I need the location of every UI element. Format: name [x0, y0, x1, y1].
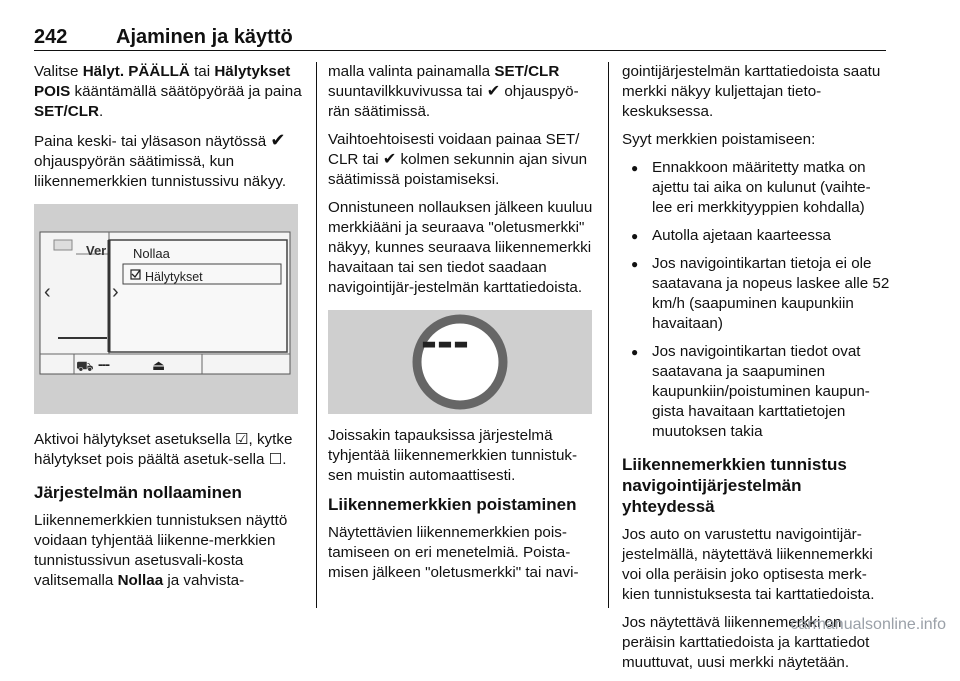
right-arrow-icon: ›	[112, 281, 119, 303]
sign-recognition-icon: ⛟	[76, 358, 94, 374]
paragraph-reset-success: Onnistuneen nollauksen jälkeen kuuluu merkkiääni ja seuraava "oletusmerkki" näkyy, kunnes seuraava liikennemerkki havaitaan tai sen tiedot saadaan navigointijär-jestelmän karttatiedoista.	[328, 199, 593, 296]
list-item: ● Ennakkoon määritetty matka on ajettu tai aika on kulunut (vaihte-lee eri merkkityyppien kohdalla)	[622, 158, 890, 218]
checkmark-icon: ✔	[382, 151, 397, 168]
paragraph-auto-clear: Joissakin tapauksissa järjestelmä tyhjentää liikennemerkkien tunnistuk-sen muistin automaattisesti.	[328, 427, 578, 484]
paragraph-select-alerts: Valitse Hälyt. PÄÄLLÄ tai Hälytykset POIS kääntämällä säätöpyörää ja paina SET/CLR.	[34, 63, 302, 120]
paragraph-alternative-reset: Vaihtoehtoisesti voidaan painaa SET/ CLR tai ✔ kolmen sekunnin ajan sivun säätimissä poistamiseksi.	[328, 131, 588, 188]
paragraph-press-center: Paina keski- tai yläsason näytössä ✔ ohjauspyörän säätimissä, kun liikennemerkkien tunnistussivu näkyy.	[34, 130, 287, 190]
menu-item-alerts: Hälytykset	[145, 270, 203, 284]
column-3	[622, 62, 890, 681]
vehicle-ahead-icon: ⏏	[152, 357, 166, 373]
paragraph-removal-reasons: Syyt merkkien poistamiseen:	[622, 131, 816, 148]
page-number: 242	[34, 26, 68, 48]
column-1	[34, 62, 304, 599]
paragraph-navigation-source: Jos auto on varustettu navigointijär-jestelmällä, näytettävä liikennemerkki voi olla peräisin joko optisesta merk-kien tunnistuksesta tai karttatiedoista.	[622, 526, 875, 603]
page-header	[34, 22, 886, 51]
column-divider-2	[608, 62, 609, 608]
checkmark-icon: ✔	[270, 130, 286, 150]
tab-label: Ver	[86, 243, 107, 258]
page-title: Ajaminen ja käyttö	[116, 26, 293, 48]
list-item: ● Jos navigointikartan tietoja ei ole saatavana ja nopeus laskee alle 52 km/h (saapuminen kaupunkiin havaitaan)	[622, 254, 890, 334]
display-screenshot-figure	[34, 204, 298, 414]
default-sign-dashes: ---	[421, 315, 469, 368]
paragraph-confirm-reset: malla valinta painamalla SET/CLR suuntavilkkuvivussa tai ✔ ohjauspyö-rän säätimissä.	[328, 63, 579, 120]
checkmark-icon: ✔	[486, 83, 501, 100]
paragraph-reset-display: Liikennemerkkien tunnistuksen näyttö voidaan tyhjentää liikenne-merkkien tunnistussivun asetusvali-kosta valitsemalla Nollaa ja vahvista-	[34, 512, 288, 589]
left-arrow-icon: ‹	[44, 281, 51, 303]
heading-navigation-recognition: Liikennemerkkien tunnistus navigointijärjestelmän yhteydessä	[622, 455, 847, 516]
menu-item-reset: Nollaa	[133, 246, 170, 261]
paragraph-removal-methods: Näytettävien liikennemerkkien pois-tamiseen on eri menetelmiä. Poista-misen jälkeen "oletusmerkki" tai navi-	[328, 524, 579, 581]
paragraph-map-change: Jos näytettävä liikennemerkki on peräisin karttatiedoista ja karttatiedot muuttuvat, uusi merkki näytetään.	[622, 614, 870, 671]
list-item: ● Autolla ajetaan kaarteessa	[622, 226, 890, 246]
column-2	[328, 62, 596, 591]
column-divider-1	[316, 62, 317, 608]
paragraph-driver-info: gointijärjestelmän karttatiedoista saatu merkki näkyy kuljettajan tieto-keskuksessa.	[622, 63, 881, 120]
list-item: ● Jos navigointikartan tiedot ovat saatavana ja saapuminen kaupunkiin/poistuminen kaupun-gista havaitaan karttatietojen muutoksen takia	[622, 342, 890, 442]
default-sign-figure	[328, 310, 592, 414]
bottom-dash-value: ---	[98, 356, 109, 372]
paragraph-activate-alerts: Aktivoi hälytykset asetuksella ☑, kytke hälytykset pois päältä asetuk-sella ☐.	[34, 431, 293, 468]
removal-reasons-list	[622, 158, 890, 442]
heading-system-reset: Järjestelmän nollaaminen	[34, 483, 242, 502]
watermark: carmanualsonline.info	[790, 616, 946, 633]
heading-sign-removal: Liikennemerkkien poistaminen	[328, 495, 577, 514]
